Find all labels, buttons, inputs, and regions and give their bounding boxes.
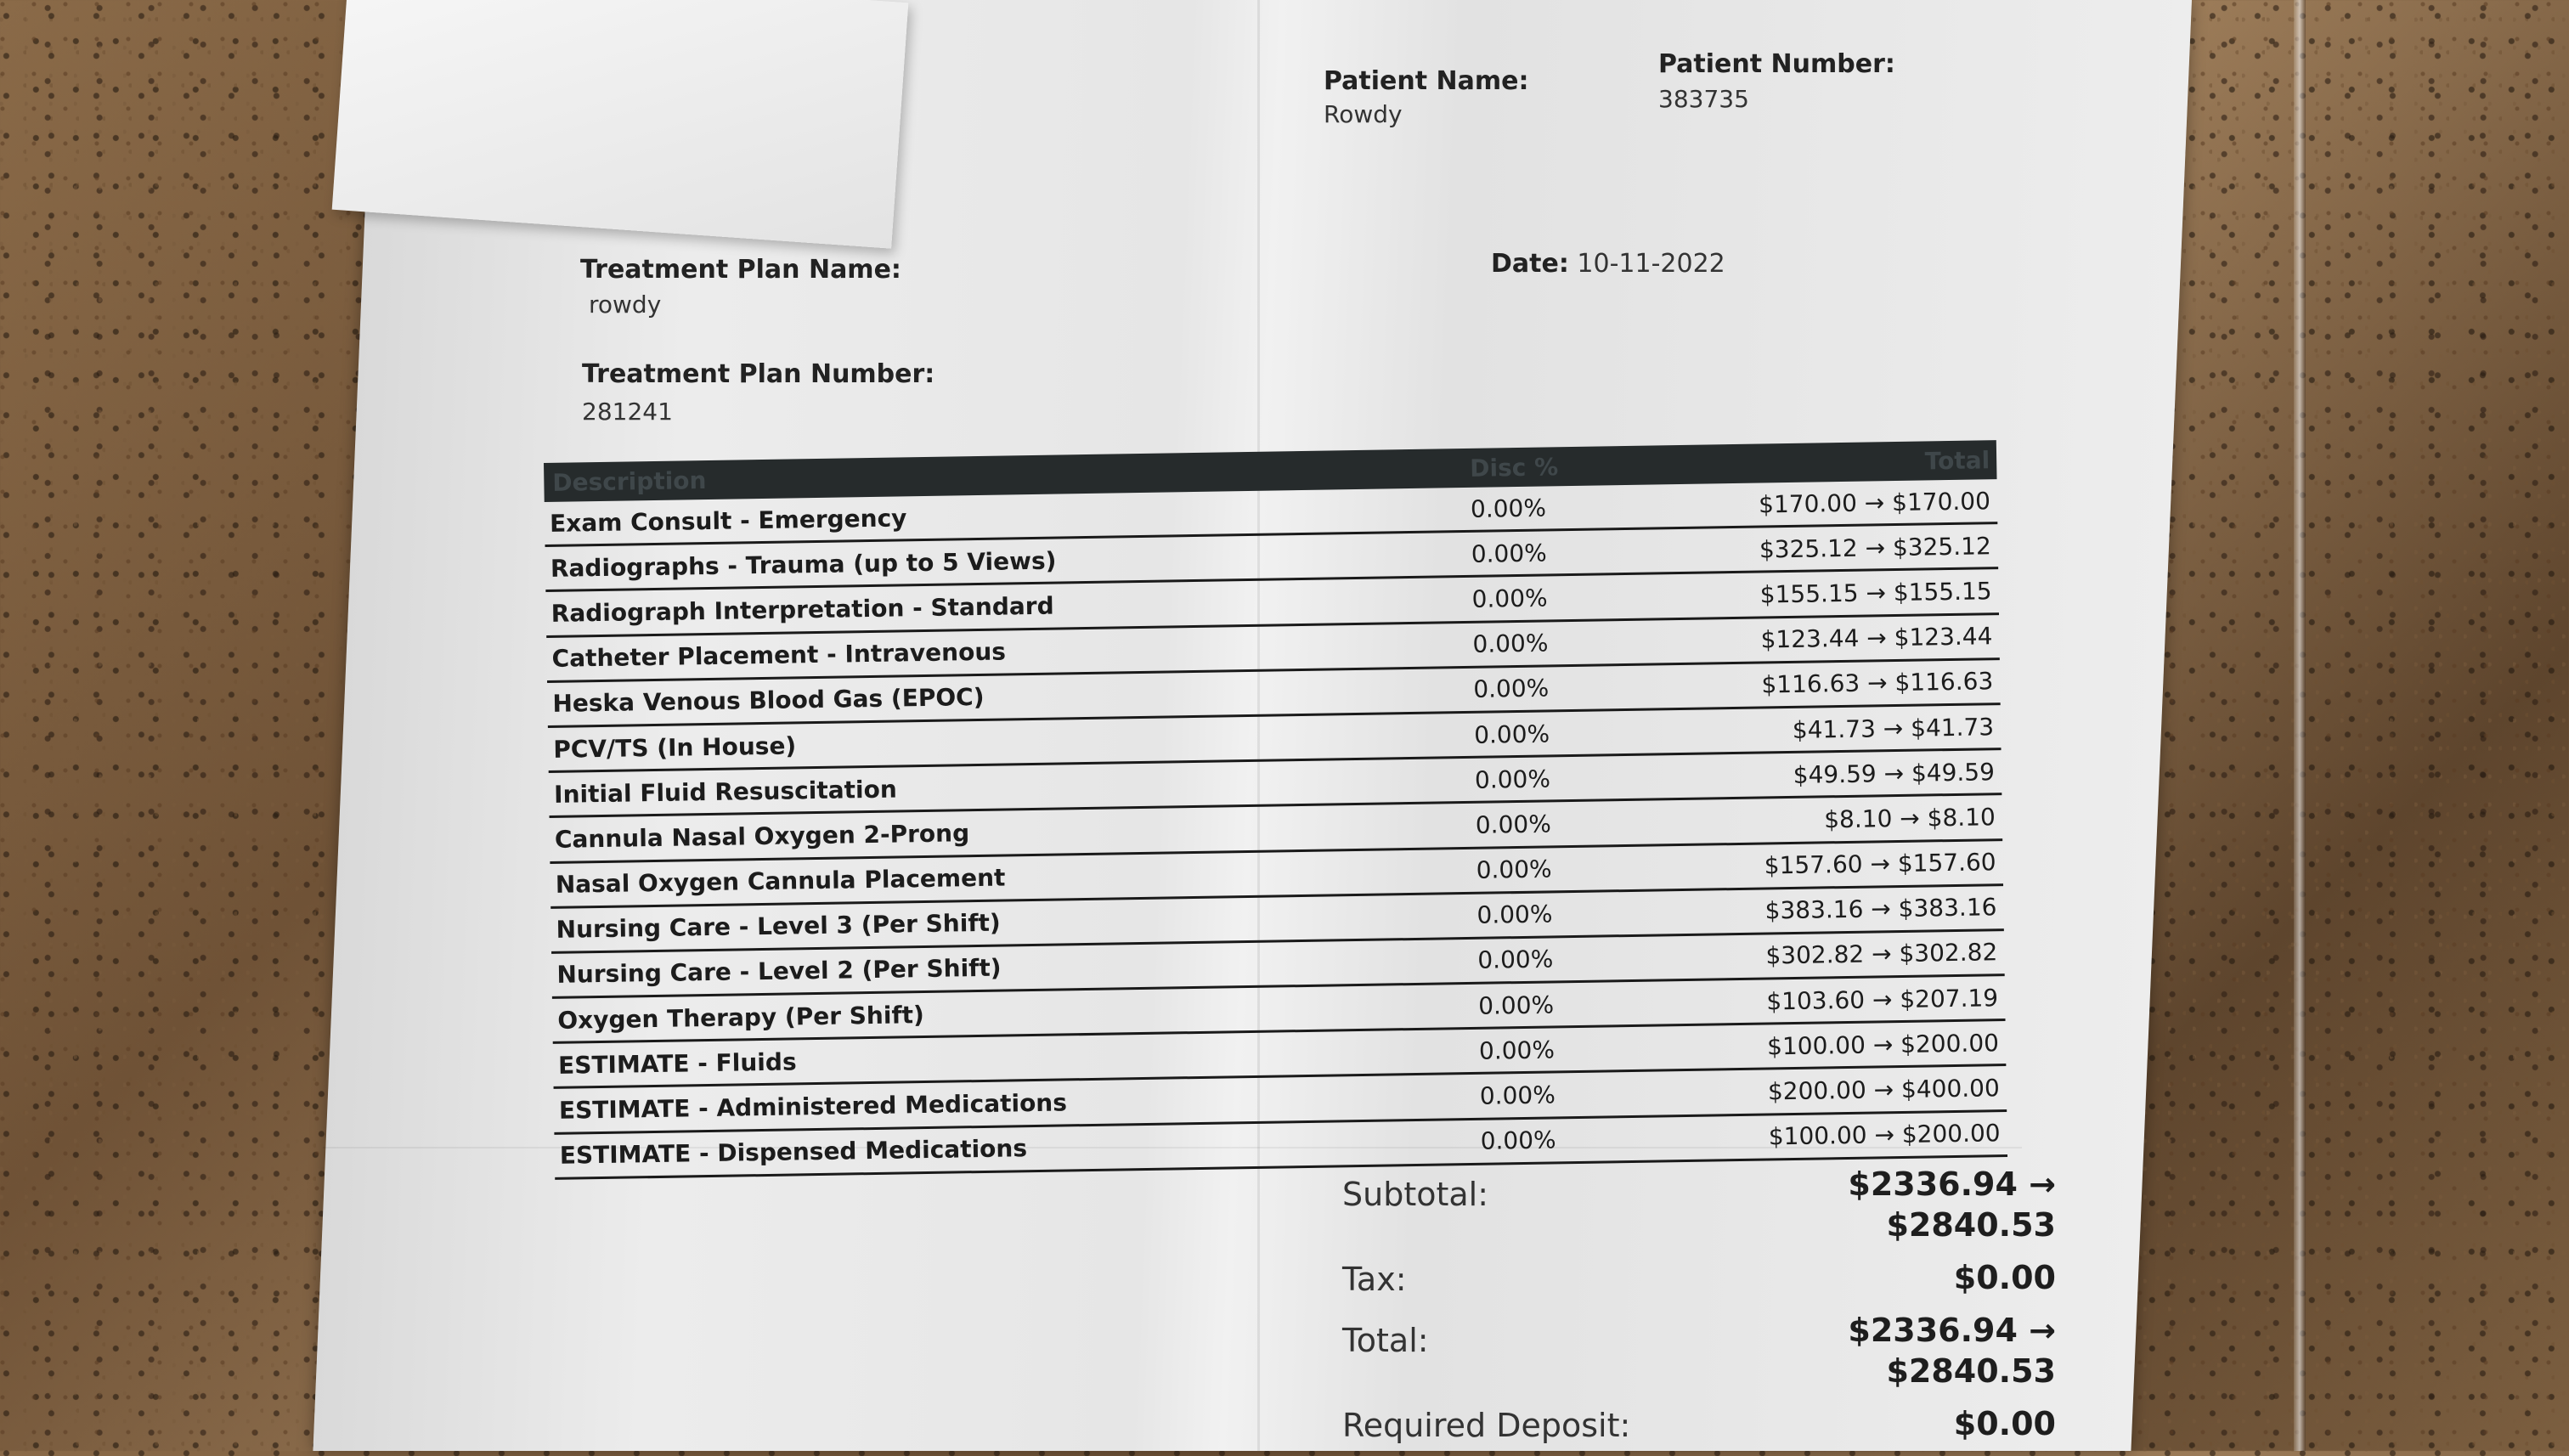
total-value-line2: $2840.53 [1886, 1352, 2056, 1390]
row-total: $41.73 → $41.73 [1792, 712, 1995, 744]
row-description: Radiographs - Trauma (up to 5 Views) [550, 546, 1057, 583]
row-description: ESTIMATE - Dispensed Medications [559, 1134, 1028, 1171]
totals-block [1342, 1164, 2056, 1456]
countertop-seam [2294, 0, 2306, 1451]
row-total: $49.59 → $49.59 [1793, 757, 1996, 789]
subtotal-value-line1: $2336.94 → [1848, 1165, 2056, 1203]
subtotal-value [1801, 1164, 2056, 1245]
row-discount: 0.00% [1478, 1036, 1556, 1065]
row-discount: 0.00% [1479, 1081, 1556, 1110]
row-discount: 0.00% [1471, 584, 1548, 613]
row-description: Catheter Placement - Intravenous [551, 637, 1007, 674]
deposit-label: Required Deposit: [1342, 1407, 1631, 1444]
subtotal-label: Subtotal: [1342, 1176, 1489, 1213]
header-disc: Disc % [1469, 452, 1559, 483]
row-discount: 0.00% [1477, 945, 1554, 975]
row-total: $302.82 → $302.82 [1765, 938, 1998, 970]
row-discount: 0.00% [1476, 900, 1553, 930]
table-body [545, 479, 2007, 1180]
patient-number: 383735 [1658, 85, 1749, 113]
treatment-table [544, 440, 2007, 1180]
row-description: PCV/TS (In House) [553, 731, 797, 764]
row-description: Cannula Nasal Oxygen 2-Prong [554, 819, 970, 854]
total-value-line1: $2336.94 → [1848, 1312, 2056, 1349]
deposit-value: $0.00 [1953, 1405, 2056, 1442]
header-description: Description [552, 466, 707, 497]
subtotal-row [1342, 1164, 2056, 1245]
row-total: $170.00 → $170.00 [1758, 486, 1991, 519]
date-label: Date: [1491, 249, 1569, 279]
date-field [1491, 249, 1725, 279]
total-label: Total: [1342, 1322, 1429, 1359]
patient-name-label: Patient Name: [1324, 66, 1529, 96]
row-total: $100.00 → $200.00 [1768, 1119, 2001, 1151]
row-discount: 0.00% [1473, 674, 1550, 704]
row-description: ESTIMATE - Fluids [557, 1047, 797, 1080]
tax-row [1342, 1257, 2056, 1298]
row-total: $325.12 → $325.12 [1759, 532, 1992, 564]
row-total: $103.60 → $207.19 [1766, 983, 1999, 1016]
row-discount: 0.00% [1474, 765, 1551, 794]
row-description: Oxygen Therapy (Per Shift) [557, 1000, 925, 1035]
row-total: $8.10 → $8.10 [1823, 803, 1996, 834]
row-discount: 0.00% [1476, 855, 1552, 884]
date-value: 10-11-2022 [1577, 249, 1725, 279]
row-total: $123.44 → $123.44 [1760, 622, 1993, 654]
row-description: Nursing Care - Level 2 (Per Shift) [556, 954, 1002, 990]
row-discount: 0.00% [1470, 494, 1547, 523]
plan-number-label: Treatment Plan Number: [582, 359, 935, 389]
row-total: $116.63 → $116.63 [1761, 667, 1994, 699]
row-description: Exam Consult - Emergency [549, 503, 907, 538]
plan-number: 281241 [582, 398, 673, 426]
patient-name: Rowdy [1324, 100, 1403, 128]
header-total: Total [1924, 445, 1990, 475]
row-description: Nasal Oxygen Cannula Placement [555, 863, 1006, 899]
row-discount: 0.00% [1480, 1126, 1556, 1155]
row-total: $200.00 → $400.00 [1767, 1074, 2001, 1106]
deposit-row [1342, 1403, 2056, 1444]
row-total: $100.00 → $200.00 [1766, 1029, 2000, 1061]
plan-name: rowdy [589, 291, 662, 319]
row-discount: 0.00% [1471, 539, 1548, 568]
row-discount: 0.00% [1472, 629, 1549, 659]
row-discount: 0.00% [1473, 719, 1550, 749]
row-total: $383.16 → $383.16 [1764, 893, 1997, 925]
plan-name-label: Treatment Plan Name: [580, 255, 901, 285]
row-description: ESTIMATE - Administered Medications [558, 1088, 1068, 1125]
total-value [1801, 1310, 2056, 1391]
row-description: Initial Fluid Resuscitation [553, 775, 898, 809]
row-description: Radiograph Interpretation - Standard [550, 591, 1054, 628]
patient-number-label: Patient Number: [1658, 49, 1895, 79]
row-total: $157.60 → $157.60 [1764, 848, 1996, 880]
row-description: Heska Venous Blood Gas (EPOC) [552, 683, 985, 719]
row-discount: 0.00% [1477, 990, 1555, 1020]
subtotal-value-line2: $2840.53 [1886, 1206, 2056, 1244]
tax-label: Tax: [1342, 1261, 1407, 1298]
total-row [1342, 1310, 2056, 1391]
row-discount: 0.00% [1475, 810, 1552, 839]
folded-paper-flap [332, 0, 909, 249]
row-description: Nursing Care - Level 3 (Per Shift) [556, 908, 1001, 945]
row-total: $155.15 → $155.15 [1759, 577, 1992, 609]
tax-value: $0.00 [1953, 1259, 2056, 1296]
